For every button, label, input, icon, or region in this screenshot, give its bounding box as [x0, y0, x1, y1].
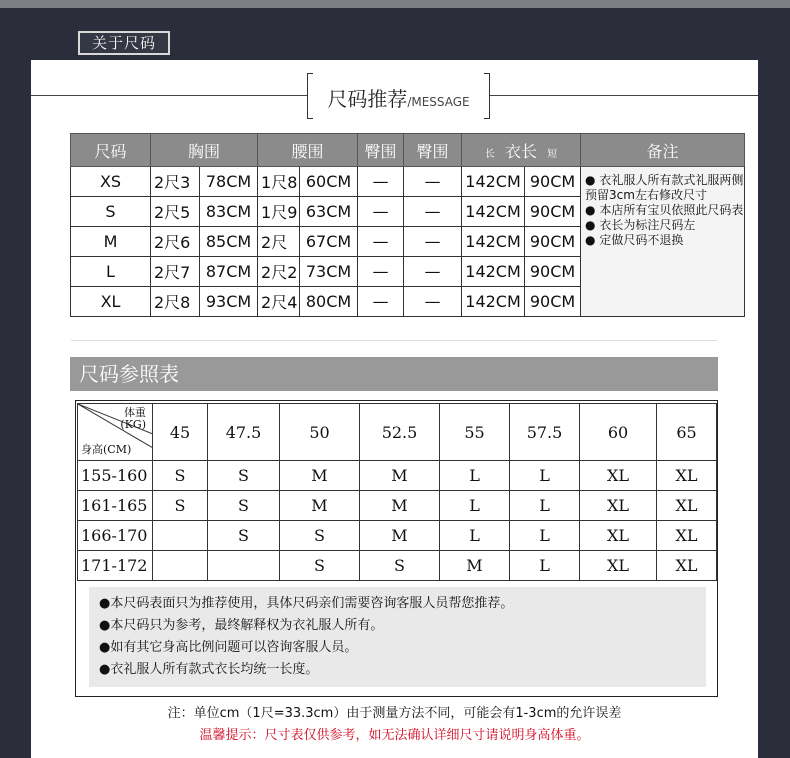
size-value: S [280, 551, 360, 581]
hip1-cell: — [358, 287, 404, 317]
length-long-cell: 142CM [462, 287, 525, 317]
size-value: XL [580, 551, 657, 581]
waist-cm-cell: 80CM [300, 287, 358, 317]
size-value: M [360, 491, 440, 521]
reference-note: ●本尺码表面只为推荐使用，具体尺码亲们需要咨询客服人员帮您推荐。 [99, 596, 514, 611]
waist-chi-cell: 2尺 [258, 227, 300, 257]
reference-row [78, 521, 717, 551]
size-cell: XL [71, 287, 151, 317]
length-long-cell: 142CM [462, 167, 525, 197]
size-value: XL [657, 461, 717, 491]
corner-weight: 体重 (KG) [120, 406, 146, 431]
size-value: L [510, 461, 580, 491]
unit-note: 注：单位cm（1尺=33.3cm）由于测量方法不同，可能会有1-3cm的允许误差 [167, 706, 622, 721]
header-length [462, 134, 581, 167]
size-value: L [440, 491, 510, 521]
size-value: L [440, 461, 510, 491]
hip1-cell: — [358, 227, 404, 257]
waist-cm-cell: 73CM [300, 257, 358, 287]
height-cell: 161-165 [78, 491, 153, 521]
chest-chi-cell: 2尺5 [151, 197, 200, 227]
weight-header: 65 [657, 404, 717, 461]
size-value: XL [580, 461, 657, 491]
size-note: ● 本店所有宝贝依照此尺码表 [585, 203, 744, 217]
size-notes [581, 167, 745, 317]
reference-header-row [78, 404, 717, 461]
title-rule-right [490, 95, 758, 96]
header-length-short: 短 [547, 148, 558, 160]
length-short-cell: 90CM [525, 197, 581, 227]
size-value: M [280, 461, 360, 491]
waist-chi-cell: 2尺2 [258, 257, 300, 287]
size-value: L [510, 551, 580, 581]
weight-header: 47.5 [208, 404, 280, 461]
reference-note: ●如有其它身高比例问题可以咨询客服人员。 [99, 640, 358, 655]
length-short-cell: 90CM [525, 167, 581, 197]
size-cell: XS [71, 167, 151, 197]
weight-header: 57.5 [510, 404, 580, 461]
content-panel [31, 60, 758, 758]
hip1-cell: — [358, 197, 404, 227]
length-short-cell: 90CM [525, 257, 581, 287]
hip2-cell: — [404, 197, 462, 227]
title-rule-left [31, 95, 307, 96]
chest-cm-cell: 78CM [200, 167, 258, 197]
size-value: M [360, 461, 440, 491]
length-short-cell: 90CM [525, 227, 581, 257]
reference-row [78, 551, 717, 581]
size-value: XL [657, 521, 717, 551]
waist-chi-cell: 1尺9 [258, 197, 300, 227]
size-value: M [440, 551, 510, 581]
warning-note: 温馨提示：尺寸表仅供参考，如无法确认详细尺寸请说明身高体重。 [199, 728, 590, 743]
reference-row [78, 461, 717, 491]
size-value: S [360, 551, 440, 581]
corner-height: 身高(CM) [81, 443, 132, 456]
chest-chi-cell: 2尺7 [151, 257, 200, 287]
title-en: /MESSAGE [407, 95, 470, 109]
chest-chi-cell: 2尺8 [151, 287, 200, 317]
weight-header: 45 [153, 404, 208, 461]
size-value: XL [580, 521, 657, 551]
height-cell: 166-170 [78, 521, 153, 551]
size-value: XL [657, 551, 717, 581]
size-value: XL [580, 491, 657, 521]
size-note: ● 衣长为标注尺码左 [585, 218, 696, 232]
height-cell: 155-160 [78, 461, 153, 491]
weight-header: 55 [440, 404, 510, 461]
length-long-cell: 142CM [462, 257, 525, 287]
reference-row [78, 491, 717, 521]
reference-table [77, 403, 717, 581]
size-value: S [208, 491, 280, 521]
size-cell: M [71, 227, 151, 257]
chest-cm-cell: 83CM [200, 197, 258, 227]
hip1-cell: — [358, 167, 404, 197]
hip2-cell: — [404, 167, 462, 197]
reference-note: ●本尺码只为参考，最终解释权为衣礼服人所有。 [99, 618, 384, 633]
size-value [208, 551, 280, 581]
chest-cm-cell: 93CM [200, 287, 258, 317]
waist-chi-cell: 1尺8 [258, 167, 300, 197]
size-note: ● 衣礼服人所有款式礼服两侧预留3cm左右修改尺寸 [585, 173, 744, 202]
size-cell: S [71, 197, 151, 227]
header-notes: 备注 [581, 134, 745, 167]
size-value: S [153, 491, 208, 521]
reference-title: 尺码参照表 [70, 357, 718, 391]
size-value [153, 551, 208, 581]
waist-cm-cell: 60CM [300, 167, 358, 197]
length-long-cell: 142CM [462, 227, 525, 257]
size-value: S [208, 521, 280, 551]
weight-header: 60 [580, 404, 657, 461]
about-size-label: 关于尺码 [78, 31, 170, 55]
height-cell: 171-172 [78, 551, 153, 581]
waist-cm-cell: 63CM [300, 197, 358, 227]
size-value: M [360, 521, 440, 551]
length-short-cell: 90CM [525, 287, 581, 317]
corner-cell [78, 404, 153, 461]
section-title [307, 73, 490, 119]
weight-header: 52.5 [360, 404, 440, 461]
title-cn: 尺码推荐 [327, 87, 408, 111]
hip2-cell: — [404, 257, 462, 287]
section-divider [71, 340, 717, 341]
size-table [70, 133, 745, 317]
hip2-cell: — [404, 227, 462, 257]
header-chest: 胸围 [151, 134, 258, 167]
header-size: 尺码 [71, 134, 151, 167]
header-waist: 腰围 [258, 134, 358, 167]
chest-chi-cell: 2尺3 [151, 167, 200, 197]
size-value: L [510, 521, 580, 551]
size-value [153, 521, 208, 551]
chest-chi-cell: 2尺6 [151, 227, 200, 257]
size-value: S [280, 521, 360, 551]
header-length-long: 长 [484, 148, 495, 160]
size-value: S [153, 461, 208, 491]
header-length-label: 衣长 [505, 141, 538, 161]
size-note: ● 定做尺码不退换 [585, 233, 684, 247]
reference-notes [89, 587, 706, 687]
size-value: L [440, 521, 510, 551]
size-value: S [208, 461, 280, 491]
size-value: L [510, 491, 580, 521]
size-value: M [280, 491, 360, 521]
header-hip-1: 臀围 [358, 134, 404, 167]
waist-chi-cell: 2尺4 [258, 287, 300, 317]
size-cell: L [71, 257, 151, 287]
header-hip-2: 臀围 [404, 134, 462, 167]
hip2-cell: — [404, 287, 462, 317]
size-table-header [71, 134, 745, 167]
weight-header: 50 [280, 404, 360, 461]
hip1-cell: — [358, 257, 404, 287]
size-row [71, 167, 745, 197]
waist-cm-cell: 67CM [300, 227, 358, 257]
size-value: XL [657, 491, 717, 521]
length-long-cell: 142CM [462, 197, 525, 227]
chest-cm-cell: 87CM [200, 257, 258, 287]
top-bar [0, 0, 790, 8]
chest-cm-cell: 85CM [200, 227, 258, 257]
reference-note: ●衣礼服人所有款式衣长均统一长度。 [99, 662, 319, 677]
